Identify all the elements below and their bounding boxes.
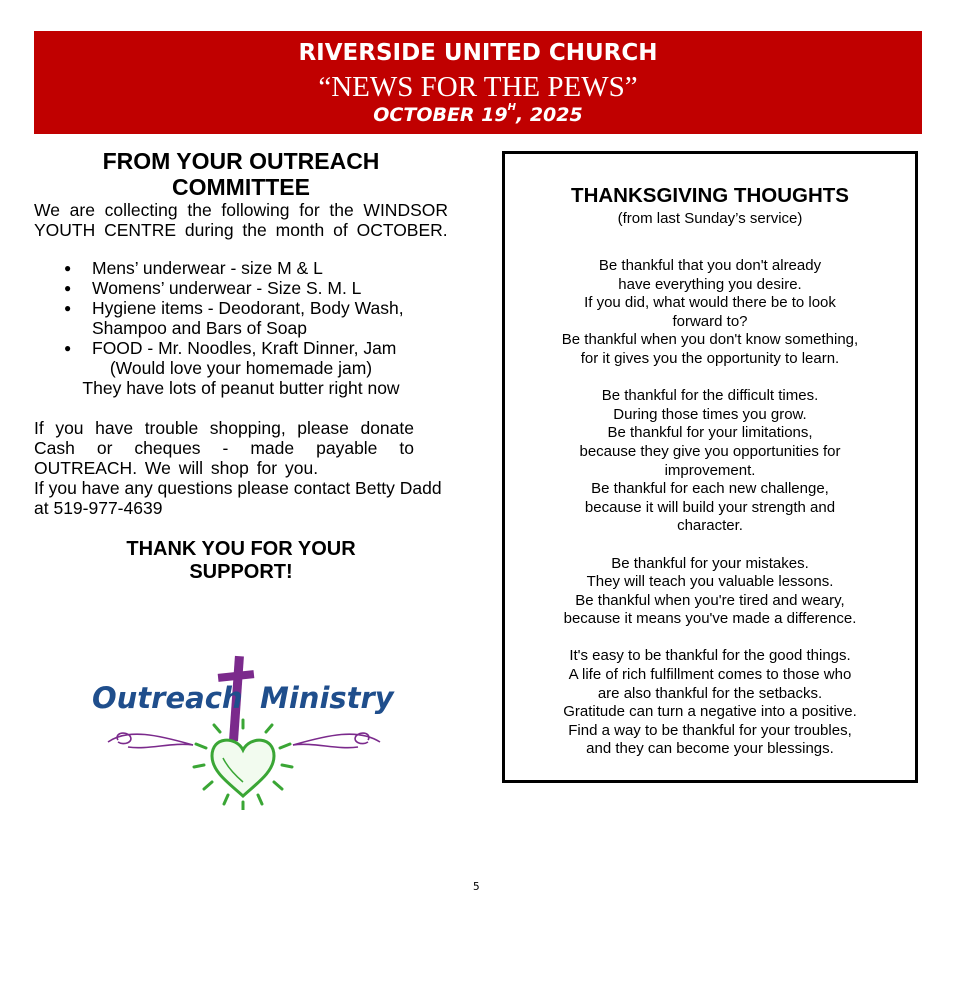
poem-line: because they give you opportunities for bbox=[579, 442, 841, 460]
poem-line: are also thankful for the setbacks. bbox=[597, 684, 823, 702]
logo-word-outreach: Outreach bbox=[92, 681, 243, 715]
poem-stanza bbox=[505, 257, 915, 369]
poem-stanza bbox=[505, 647, 915, 759]
list-item bbox=[34, 338, 448, 358]
date-superscript: H bbox=[507, 102, 516, 113]
thanksgiving-thoughts-box bbox=[502, 151, 918, 783]
outreach-title-line1: FROM YOUR OUTREACH bbox=[102, 148, 380, 174]
poem-line: A life of rich fulfillment comes to those who bbox=[568, 666, 852, 684]
bullet-icon: ● bbox=[64, 301, 72, 315]
poem-line: character. bbox=[677, 517, 743, 535]
poem-line: and they can become your blessings. bbox=[586, 740, 834, 758]
heart-icon bbox=[194, 720, 292, 810]
list-item bbox=[34, 258, 448, 278]
item-text: Hygiene items - Deodorant, Body Wash, Shampoo and Bars of Soap bbox=[92, 298, 404, 338]
poem-line: Be thankful for the difficult times. bbox=[601, 387, 819, 405]
poem-line: Be thankful when you don't know something, bbox=[561, 331, 859, 349]
outreach-intro: We are collecting the following for the WINDSOR YOUTH CENTRE during the month of OCTOBER. bbox=[34, 200, 448, 240]
poem-line: During those times you grow. bbox=[613, 405, 807, 423]
poem-line: If you did, what would there be to look bbox=[584, 294, 836, 312]
homemade-jam-note: (Would love your homemade jam) bbox=[109, 358, 373, 378]
donate-paragraph: If you have trouble shopping, please donate Cash or cheques - made payable to OUTREACH. We will shop for you. bbox=[34, 418, 414, 478]
bullet-icon: ● bbox=[64, 281, 72, 295]
newsletter-title: “NEWS FOR THE PEWS” bbox=[318, 71, 638, 103]
poem-line: Be thankful that you don't already bbox=[598, 257, 822, 274]
item-text: FOOD - Mr. Noodles, Kraft Dinner, Jam bbox=[92, 338, 397, 358]
donation-items-list bbox=[34, 258, 448, 358]
poem-line: Be thankful when you're tired and weary, bbox=[575, 591, 845, 609]
poem-line: have everything you desire. bbox=[618, 275, 802, 293]
item-text: Womens’ underwear - Size S. M. L bbox=[92, 278, 362, 298]
church-name: RIVERSIDE UNITED CHURCH bbox=[298, 40, 658, 66]
thanks-line1: THANK YOU FOR YOUR bbox=[126, 538, 356, 560]
poem-line: forward to? bbox=[672, 312, 748, 330]
date-suffix: , 2025 bbox=[516, 104, 583, 126]
poem-line: because it will build your strength and bbox=[584, 498, 836, 516]
logo-word-ministry: Ministry bbox=[260, 681, 394, 715]
thanksgiving-poem bbox=[505, 257, 915, 778]
poem-line: They will teach you valuable lessons. bbox=[586, 573, 834, 591]
thank-you-heading bbox=[34, 538, 448, 584]
list-item bbox=[34, 278, 448, 298]
outreach-title bbox=[34, 148, 448, 200]
poem-line: Find a way to be thankful for your troubles, bbox=[568, 721, 852, 739]
logo-graphic bbox=[88, 650, 398, 810]
left-flourish-icon bbox=[108, 733, 193, 748]
peanut-butter-note: They have lots of peanut butter right now bbox=[82, 378, 400, 398]
poem-line: for it gives you the opportunity to learn. bbox=[580, 349, 840, 367]
page-number: 5 bbox=[473, 880, 480, 893]
poem-line: It's easy to be thankful for the good things. bbox=[569, 647, 851, 665]
right-flourish-icon bbox=[293, 733, 380, 748]
poem-stanza bbox=[505, 387, 915, 536]
date-prefix: OCTOBER 19 bbox=[373, 104, 508, 126]
thanksgiving-subtitle: (from last Sunday’s service) bbox=[617, 210, 803, 227]
poem-line: Be thankful for your mistakes. bbox=[611, 554, 809, 572]
newsletter-date bbox=[34, 104, 922, 126]
bullet-icon: ● bbox=[64, 341, 72, 355]
poem-line: Gratitude can turn a negative into a positive. bbox=[563, 703, 857, 721]
outreach-ministry-logo bbox=[88, 650, 398, 810]
poem-stanza bbox=[505, 555, 915, 629]
outreach-section bbox=[34, 148, 448, 584]
outreach-title-line2: COMMITTEE bbox=[172, 174, 310, 200]
item-text: Mens’ underwear - size M & L bbox=[92, 258, 323, 278]
thanksgiving-title: THANKSGIVING THOUGHTS bbox=[571, 184, 849, 207]
bullet-icon: ● bbox=[64, 261, 72, 275]
list-item bbox=[34, 298, 448, 338]
poem-line: Be thankful for your limitations, bbox=[607, 424, 813, 442]
contact-paragraph: If you have any questions please contact Betty Dadd at 519-977-4639 bbox=[34, 478, 442, 518]
poem-line: because it means you've made a difference. bbox=[563, 610, 857, 628]
newsletter-header-banner bbox=[34, 31, 922, 134]
poem-line: Be thankful for each new challenge, bbox=[591, 480, 829, 498]
thanks-line2: SUPPORT! bbox=[189, 561, 293, 583]
poem-line: improvement. bbox=[664, 461, 756, 479]
